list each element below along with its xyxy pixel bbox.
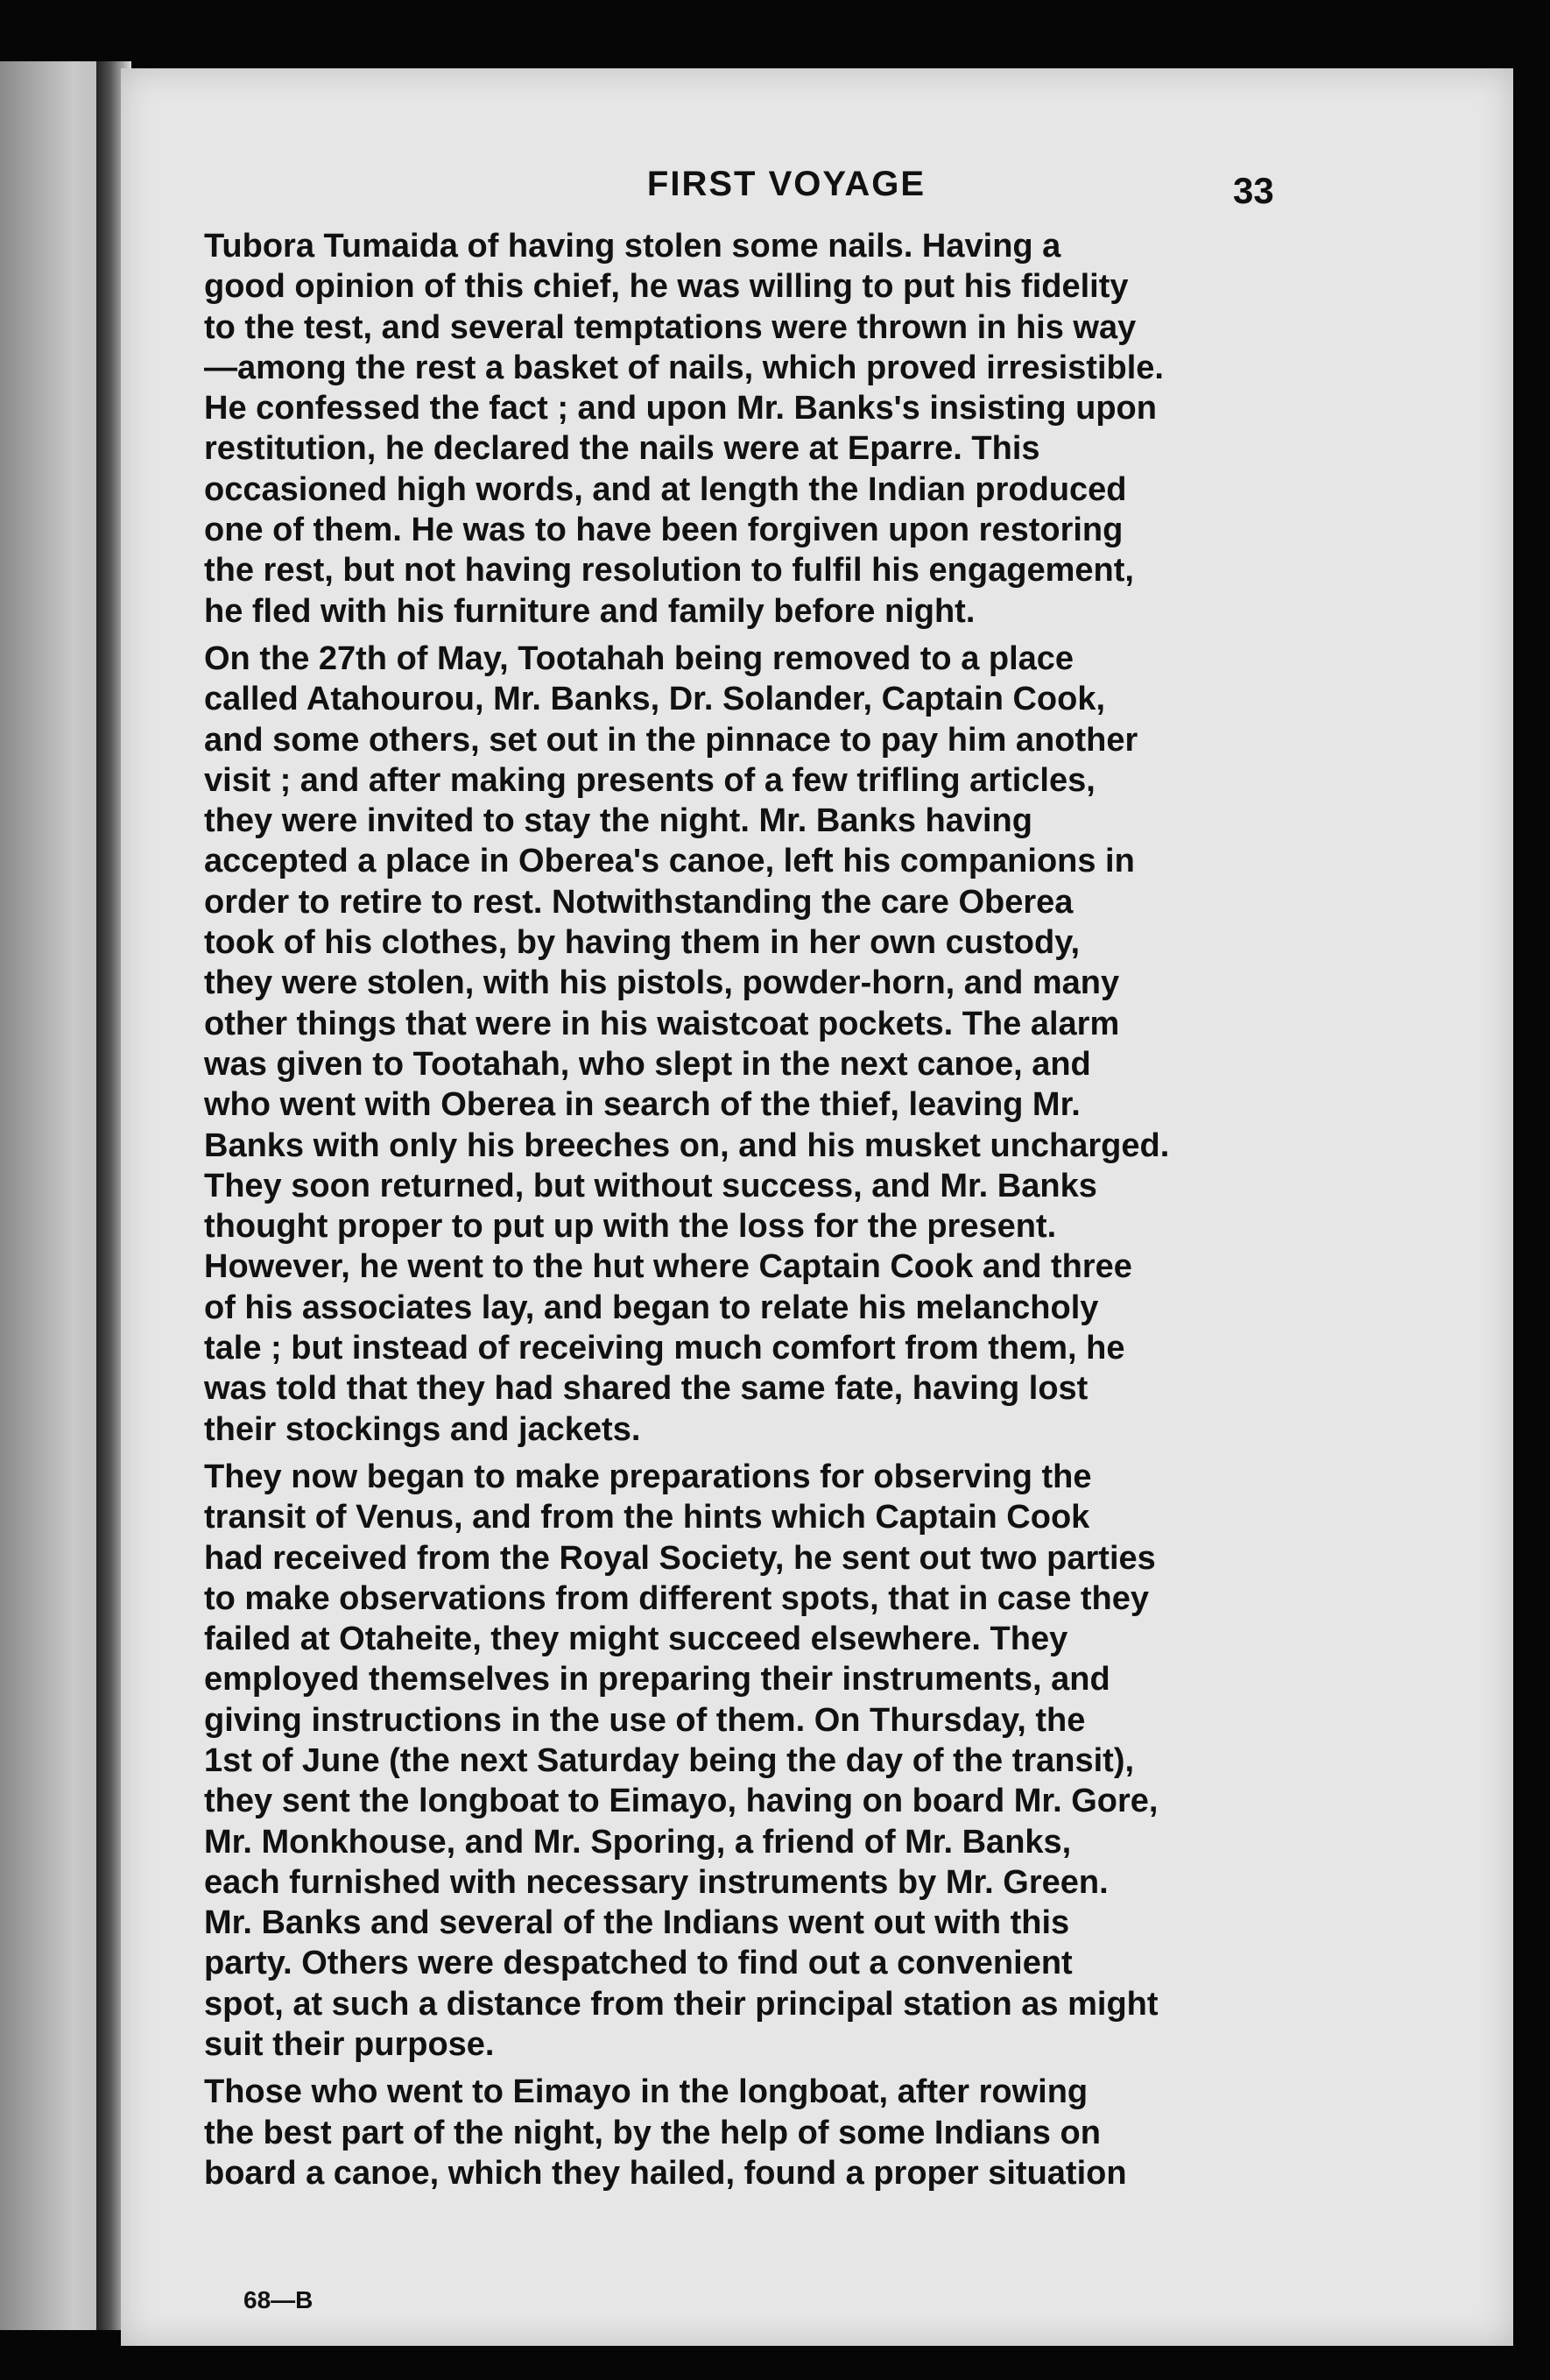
- paragraph-4: Those who went to Eimayo in the longboat, after rowing the best part of the night, by the help of some Indians on board a canoe, which they hailed, found a proper situation: [204, 2073, 1127, 2192]
- signature-mark: 68—B: [243, 2286, 314, 2313]
- paragraph-1: Tubora Tumaida of having stolen some nails. Having a good opinion of this chief, he was willing to put his fidelity to the test, and several temptations were thrown in his way —among the rest a basket of nails, which proved irresistible. He confessed the fact ; and upon Mr. Banks's insisting upon restitution, he declared the nails were at Eparre. This occasioned high words, and at length the Indian produced one of them. He was to have been forgiven upon restoring the rest, but not having resolution to fulfil his engagement, he fled with his furniture and family before night.: [204, 228, 1164, 630]
- paragraph-3: They now began to make preparations for observing the transit of Venus, and from the hints which Captain Cook had received from the Royal Society, he sent out two parties to make observations from different spots, that in case they failed at Otaheite, they might succeed elsewhere. They employed themselves in preparing their instruments, and giving instructions in the use of them. On Thursday, the 1st of June (the next Saturday being the day of the transit), they sent the longboat to Eimayo, having on board Mr. Gore, Mr. Monkhouse, and Mr. Sporing, a friend of Mr. Banks, each furnished with necessary instruments by Mr. Green. Mr. Banks and several of the Indians went out with this party. Others were despatched to find out a convenient spot, at such a distance from their principal station as might suit their purpose.: [204, 1458, 1159, 2064]
- body-text: [204, 226, 1290, 2193]
- facing-page-edge: [0, 61, 105, 2330]
- running-title: FIRST VOYAGE: [646, 165, 926, 203]
- paragraph-gap: [204, 1450, 1290, 1457]
- running-header: [121, 165, 1513, 217]
- paragraph-2: On the 27th of May, Tootahah being removed to a place called Atahourou, Mr. Banks, Dr. Solander, Captain Cook, and some others, set out in the pinnace to pay him another visit ; and after making presents of a few trifling articles, they were invited to stay the night. Mr. Banks having accepted a place in Oberea's canoe, left his companions in order to retire to rest. Notwithstanding the care Oberea took of his clothes, by having them in her own custody, they were stolen, with his pistols, powder-horn, and many other things that were in his waistcoat pockets. The alarm was given to Tootahah, who slept in the next canoe, and who went with Oberea in search of the thief, leaving Mr. Banks with only his breeches on, and his musket uncharged. They soon returned, but without success, and Mr. Banks thought proper to put up with the loss for the present. However, he went to the hut where Captain Cook and three of his associates lay, and began to relate his melancholy tale ; but instead of receiving much comfort from them, he was told that they had shared the same fate, having lost their stockings and jackets.: [204, 639, 1170, 1448]
- paragraph-gap: [204, 2065, 1290, 2072]
- paragraph-gap: [204, 632, 1290, 639]
- page-number: 33: [1233, 170, 1274, 211]
- book-page: [121, 68, 1513, 2346]
